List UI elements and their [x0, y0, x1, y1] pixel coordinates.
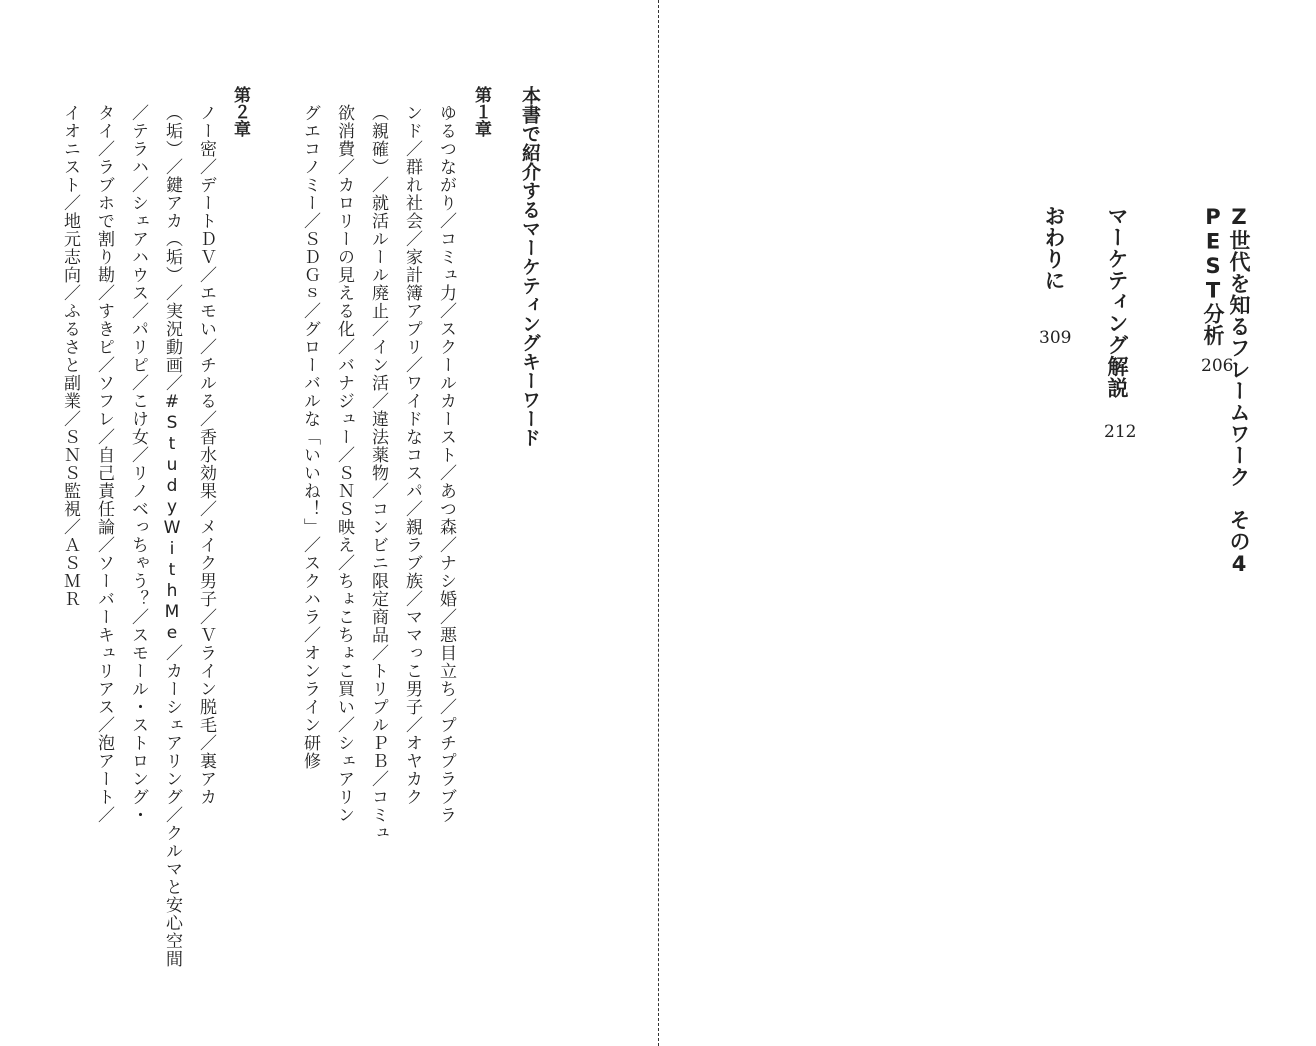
- toc-item-title: Z世代を知るフレームワーク その4: [1227, 205, 1251, 577]
- section-heading: 本書で紹介するマーケティングキーワード: [519, 86, 541, 447]
- keyword-line: グエコノミー／ＳＤＧｓ／グローバルな「いいね！」／スクハラ／オンライン研修: [300, 104, 320, 770]
- toc-item-title: マーケティング解説: [1105, 205, 1129, 399]
- toc-item-title: PEST分析: [1201, 205, 1225, 346]
- chapter-label: 第１章: [471, 86, 491, 137]
- toc-item-title: おわりに: [1042, 205, 1066, 291]
- keyword-line: イオニスト／地元志向／ふるさと副業／ＳＮＳ監視／ＡＳＭＲ: [60, 104, 80, 608]
- keyword-line: タイ／ラブホで割り勘／すきピ／ソフレ／自己責任論／ソーバーキュリアス／泡アート／: [94, 104, 114, 824]
- keyword-line: ンド／群れ社会／家計簿アプリ／ワイドなコスパ／親ラブ族／ママっこ男子／オヤカク: [402, 104, 422, 806]
- keyword-line: 欲消費／カロリーの見える化／バナジュー／ＳＮＳ映え／ちょこちょこ買い／シェアリン: [334, 104, 354, 824]
- page-divider: [658, 0, 659, 1046]
- keyword-line: （親確）／就活ルール廃止／イン活／違法薬物／コンビニ限定商品／トリプルＰＢ／コミュ: [368, 104, 388, 842]
- toc-page-number: 206: [1201, 356, 1234, 376]
- keyword-line: ／テラハ／シェアハウス／パリピ／こけ女／リノベっちゃう？／スモール・ストロング・: [128, 104, 148, 824]
- keyword-line: ノー密／デートＤＶ／エモい／チルる／香水効果／メイク男子／Ｖライン脱毛／裏アカ: [196, 104, 216, 806]
- toc-page-number: 212: [1104, 422, 1137, 442]
- keyword-line: （垢）／鍵アカ（垢）／実況動画／#StudyWithMe／カーシェアリング／クルマと安心空間: [162, 104, 182, 968]
- keyword-line: ゆるつながり／コミュ力／スクールカースト／あつ森／ナシ婚／悪目立ち／プチプラブラ: [436, 104, 456, 824]
- chapter-label: 第２章: [230, 86, 250, 137]
- toc-page-number: 309: [1039, 328, 1072, 348]
